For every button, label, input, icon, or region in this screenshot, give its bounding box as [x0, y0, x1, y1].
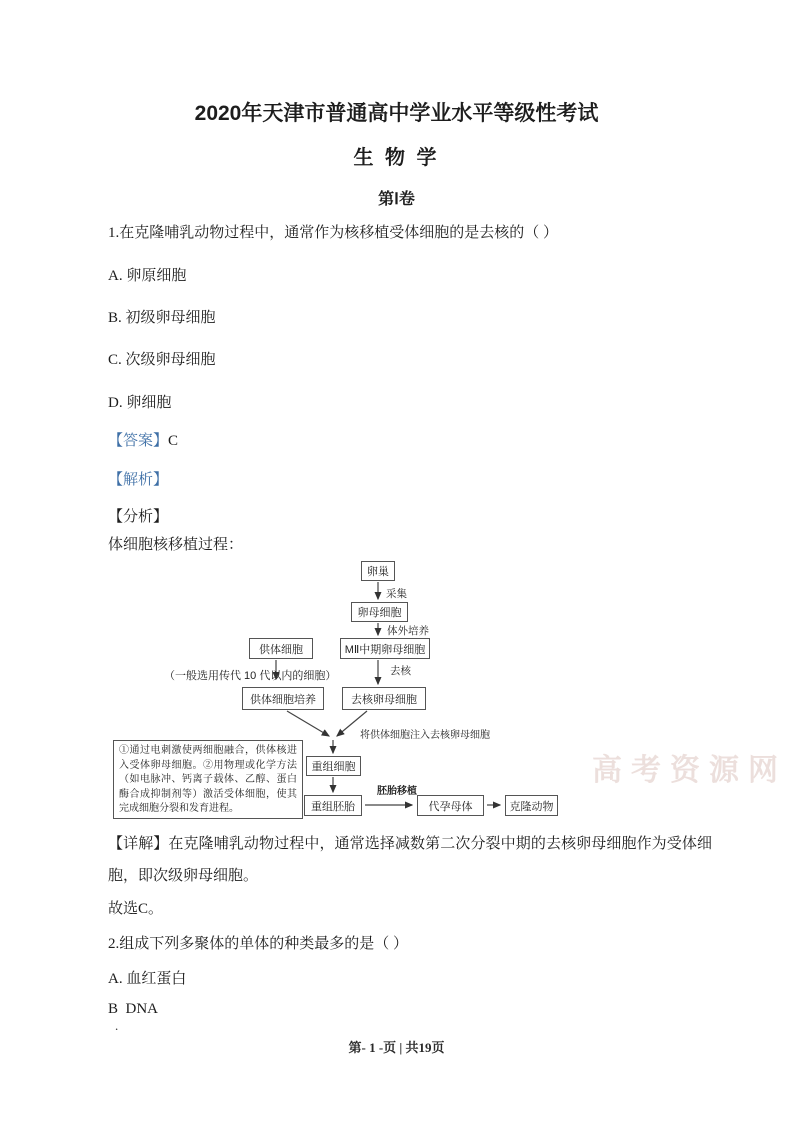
section-heading: 第Ⅰ卷 [378, 191, 415, 208]
subject-title: 生 物 学 [353, 147, 440, 169]
flowchart-box-enucleated-oocyte: 去核卵母细胞 [342, 687, 426, 710]
question-2-option-b-label: B [108, 1001, 119, 1017]
detail-explanation [108, 828, 712, 892]
process-intro: 体细胞核移植过程： [108, 537, 244, 553]
analysis-label: 【解析】 [108, 472, 169, 488]
watermark: 高考资源网 [592, 754, 787, 787]
flowchart-box-surrogate-mother: 代孕母体 [417, 795, 484, 816]
flowchart-label-enucleate: 去核 [390, 665, 411, 677]
question-2-option-a: A. 血红蛋白 [108, 971, 187, 987]
page-title: 2020年天津市普通高中学业水平等级性考试 [194, 102, 599, 125]
question-1-option-a: A. 卵原细胞 [108, 268, 187, 284]
answer-value: C [168, 433, 179, 449]
question-2-stem: 2.组成下列多聚体的单体的种类最多的是（ ） [108, 936, 409, 952]
stray-period: . [115, 1018, 119, 1033]
flowchart-label-collect: 采集 [386, 588, 407, 600]
flowchart-box-mii-oocyte: MⅡ中期卵母细胞 [340, 638, 430, 659]
detail-label: 【详解】 [108, 836, 169, 852]
question-2-option-b-text: DNA [125, 1001, 159, 1017]
flowchart-label-embryo-transfer: 胚胎移植 [377, 786, 417, 797]
question-1-option-d: D. 卵细胞 [108, 395, 172, 411]
flowchart-label-inject-donor-cell: 将供体细胞注入去核卵母细胞 [360, 730, 490, 741]
flowchart-box-cloned-animal: 克隆动物 [505, 795, 558, 816]
answer-line [108, 429, 178, 450]
question-1-option-c: C. 次级卵母细胞 [108, 352, 216, 368]
flowchart-box-recombinant-cell: 重组细胞 [306, 756, 361, 776]
flowchart-box-ovary: 卵巢 [361, 561, 395, 581]
flowchart-box-donor-cell-culture: 供体细胞培养 [242, 687, 324, 710]
page-footer: 第- 1 -页 | 共19页 [348, 1040, 445, 1055]
flowchart-label-in-vitro-culture: 体外培养 [387, 625, 429, 637]
flowchart-box-donor-cell: 供体细胞 [249, 638, 313, 659]
question-2-option-b [108, 1001, 158, 1018]
detail-text: 在克隆哺乳动物过程中，通常选择减数第二次分裂中期的去核卵母细胞作为受体细胞，即次级卵母细胞。 [108, 836, 712, 884]
flowchart-label-passage-note: （一般选用传代 10 代以内的细胞） [164, 670, 337, 682]
flowchart-box-oocyte: 卵母细胞 [351, 602, 408, 622]
answer-label: 【答案】 [108, 433, 169, 449]
question-1-stem: 1.在克隆哺乳动物过程中，通常作为核移植受体细胞的是去核的（ ） [108, 225, 559, 241]
flowchart-note-box: ①通过电刺激使两细胞融合，供体核进入受体卵母细胞。②用物理或化学方法（如电脉冲、钙离子载体、乙醇、蛋白酶合成抑制剂等）激活受体细胞，使其完成细胞分裂和发育进程。 [113, 740, 303, 819]
flowchart-box-recombinant-embryo: 重组胚胎 [304, 795, 362, 816]
conclusion-line: 故选C。 [108, 901, 164, 917]
question-1-option-b: B. 初级卵母细胞 [108, 310, 216, 326]
breakdown-label: 【分析】 [108, 509, 169, 525]
